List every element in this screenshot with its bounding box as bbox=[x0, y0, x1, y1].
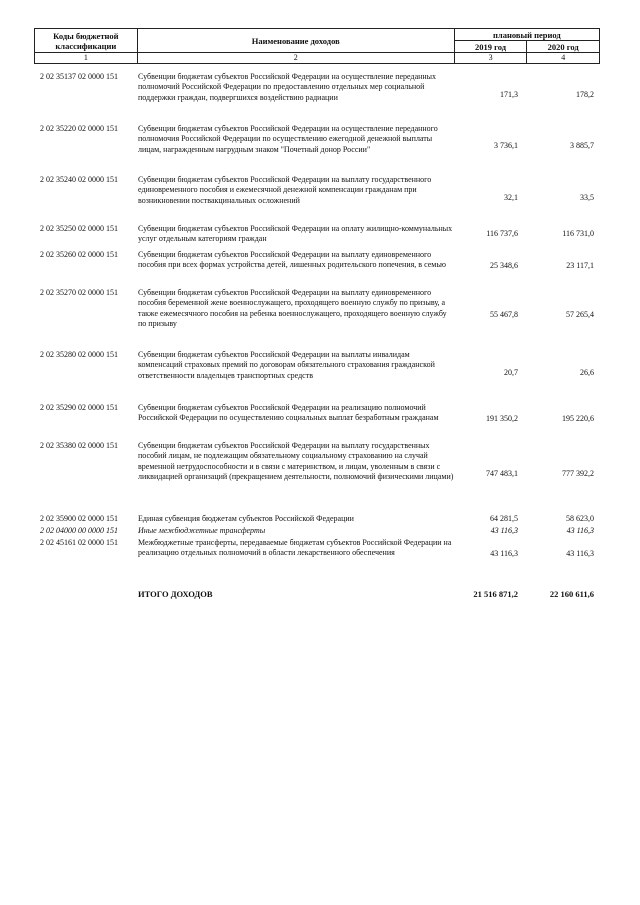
value-2019: 747 483,1 bbox=[486, 469, 518, 478]
budget-code: 2 02 35270 02 0000 151 bbox=[40, 288, 118, 297]
value-2019: 64 281,5 bbox=[490, 514, 518, 523]
col-number-2: 2 bbox=[137, 53, 454, 64]
budget-code: 2 02 35280 02 0000 151 bbox=[40, 350, 118, 359]
budget-code: 2 02 35900 02 0000 151 bbox=[40, 514, 118, 523]
value-2020: 43 116,3 bbox=[566, 549, 594, 558]
budget-code: 2 02 45161 02 0000 151 bbox=[40, 538, 118, 547]
budget-code: 2 02 35137 02 0000 151 bbox=[40, 72, 118, 81]
income-name: Субвенции бюджетам субъектов Российской Федерации на реализацию полномочий Российской Федерации по осуществлению социальных выплат безработным гражданам bbox=[138, 403, 439, 423]
value-2020: 58 623,0 bbox=[566, 514, 594, 523]
income-name: Единая субвенция бюджетам субъектов Российской Федерации bbox=[138, 514, 354, 523]
value-2020: 3 885,7 bbox=[570, 141, 594, 150]
value-2020: 777 392,2 bbox=[562, 469, 594, 478]
value-2019: 20,7 bbox=[504, 368, 518, 377]
value-2020: 26,6 bbox=[580, 368, 594, 377]
income-name: Субвенции бюджетам субъектов Российской Федерации на выплату государственного единовременного пособия и ежемесячной денежной компенсации гражданам при возникновении поствакцинальных осложнений bbox=[138, 175, 432, 205]
value-2020: 43 116,3 bbox=[566, 526, 594, 535]
income-name: Субвенции бюджетам субъектов Российской Федерации на выплаты инвалидам компенсаций страховых премий по договорам обязательного страхования гражданской ответственности владельцев транспортных средств bbox=[138, 350, 435, 380]
name-header: Наименование доходов bbox=[137, 29, 454, 53]
value-2019: 25 348,6 bbox=[490, 261, 518, 270]
value-2019: 32,1 bbox=[504, 193, 518, 202]
income-name: Иные межбюджетные трансферты bbox=[138, 526, 266, 535]
total-2019: 21 516 871,2 bbox=[473, 589, 518, 599]
income-name: Межбюджетные трансферты, передаваемые бюджетам субъектов Российской Федерации на реализацию отдельных полномочий в области лекарственного обеспечения bbox=[138, 538, 452, 558]
income-name: Субвенции бюджетам субъектов Российской Федерации на осуществление переданных полномочий Российской Федерации по предоставлению отдельных мер социальной поддержки граждан, подвергшихся воздействию радиации bbox=[138, 72, 437, 102]
total-2020: 22 160 611,6 bbox=[549, 589, 594, 599]
value-2019: 116 737,6 bbox=[486, 229, 518, 238]
income-name: Субвенции бюджетам субъектов Российской Федерации на осуществление переданного полномочия Российской Федерации по осуществлению ежегодной денежной выплаты лицам, награжденным нагрудным знаком "Почетный донор России" bbox=[138, 124, 438, 154]
value-2020: 195 220,6 bbox=[562, 414, 594, 423]
budget-code: 2 02 04000 00 0000 151 bbox=[40, 526, 118, 535]
budget-code: 2 02 35380 02 0000 151 bbox=[40, 441, 118, 450]
table-header bbox=[34, 28, 600, 64]
value-2019: 43 116,3 bbox=[490, 549, 518, 558]
year-2019-header: 2019 год bbox=[454, 41, 527, 53]
total-label: ИТОГО ДОХОДОВ bbox=[138, 589, 213, 599]
value-2020: 33,5 bbox=[580, 193, 594, 202]
budget-code: 2 02 35260 02 0000 151 bbox=[40, 250, 118, 259]
year-2020-header: 2020 год bbox=[527, 41, 600, 53]
budget-code: 2 02 35240 02 0000 151 bbox=[40, 175, 118, 184]
col-number-3: 3 bbox=[454, 53, 527, 64]
budget-code: 2 02 35220 02 0000 151 bbox=[40, 124, 118, 133]
budget-code: 2 02 35250 02 0000 151 bbox=[40, 224, 118, 233]
value-2020: 178,2 bbox=[576, 90, 594, 99]
income-name: Субвенции бюджетам субъектов Российской Федерации на выплату единовременного пособия беременной жене военнослужащего, проходящего военную службу по призыву, а также ежемесячного пособия на ребенка военнослужащего, проходящего военную службу по призыву bbox=[138, 288, 447, 329]
income-name: Субвенции бюджетам субъектов Российской Федерации на выплату единовременного пособия при всех формах устройства детей, лишенных родительского попечения, в семью bbox=[138, 250, 446, 270]
value-2019: 43 116,3 bbox=[490, 526, 518, 535]
period-header: плановый период bbox=[454, 29, 599, 41]
income-name: Субвенции бюджетам субъектов Российской Федерации на оплату жилищно-коммунальных услуг отдельным категориям граждан bbox=[138, 224, 453, 244]
budget-code: 2 02 35290 02 0000 151 bbox=[40, 403, 118, 412]
income-name: Субвенции бюджетам субъектов Российской Федерации на выплату государственных пособий лицам, не подлежащим обязательному социальному страхованию на случай временной нетрудоспособности и в связи с материнством, и лицам, уволенным в связи с ликвидацией организаций (прекращением деятельности, полномочий физическими лицами) bbox=[138, 441, 454, 482]
codes-header: Коды бюджетной классификации bbox=[35, 29, 138, 53]
value-2019: 55 467,8 bbox=[490, 310, 518, 319]
value-2019: 3 736,1 bbox=[494, 141, 518, 150]
value-2020: 23 117,1 bbox=[566, 261, 594, 270]
value-2020: 57 265,4 bbox=[566, 310, 594, 319]
col-number-1: 1 bbox=[35, 53, 138, 64]
col-number-4: 4 bbox=[527, 53, 600, 64]
value-2020: 116 731,0 bbox=[562, 229, 594, 238]
value-2019: 171,3 bbox=[500, 90, 518, 99]
value-2019: 191 350,2 bbox=[486, 414, 518, 423]
